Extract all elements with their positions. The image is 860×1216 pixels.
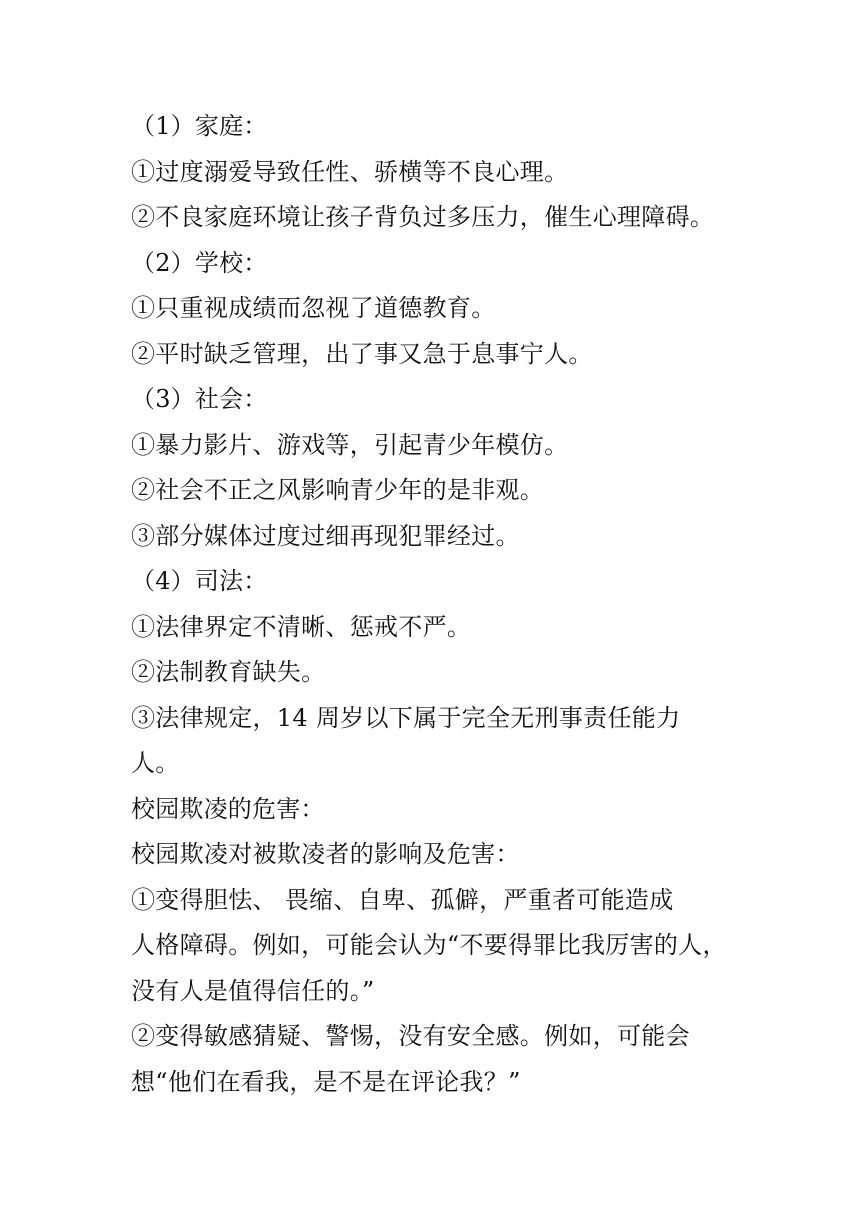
list-item: ②法制教育缺失。 xyxy=(131,658,326,686)
paragraph: 校园欺凌对被欺凌者的影响及危害： xyxy=(131,840,520,868)
list-item-line: 想“他们在看我，是不是在评论我？” xyxy=(131,1067,521,1096)
list-item xyxy=(131,878,751,1015)
list-item: ①只重视成绩而忽视了道德教育。 xyxy=(131,294,496,322)
list-item: ②社会不正之风影响青少年的是非观。 xyxy=(131,476,545,504)
list-item: ①过度溺爱导致任性、骄横等不良心理。 xyxy=(131,157,569,186)
list-item-line: ③法律规定，14 周岁以下属于完全无刑事责任能力 xyxy=(131,703,681,732)
section-heading-society: （3）社会： xyxy=(131,385,268,413)
section-heading-judicial: （4）司法： xyxy=(131,567,268,595)
list-item xyxy=(131,1014,751,1105)
section-heading-family: （1）家庭： xyxy=(131,112,268,140)
list-item: ③部分媒体过度过细再现犯罪经过。 xyxy=(131,521,520,550)
document-body xyxy=(131,104,751,1105)
list-item-line: 没有人是值得信任的。” xyxy=(131,976,375,1005)
list-item-line: 人。 xyxy=(131,749,180,777)
list-item-line: 人格障碍。例如，可能会认为“不要得罪比我厉害的人， xyxy=(131,931,727,959)
list-item: ②不良家庭环境让孩子背负过多压力，催生心理障碍。 xyxy=(131,203,715,231)
section-heading-school: （2）学校： xyxy=(131,248,268,277)
section-heading-harm: 校园欺凌的危害： xyxy=(131,794,325,823)
list-item-line: ①变得胆怯、 畏缩、自卑、孤僻，严重者可能造成 xyxy=(131,885,674,914)
list-item: ②平时缺乏管理，出了事又急于息事宁人。 xyxy=(131,339,593,368)
list-item: ①法律界定不清晰、惩戒不严。 xyxy=(131,612,472,641)
list-item: ①暴力影片、游戏等，引起青少年模仿。 xyxy=(131,430,569,459)
list-item xyxy=(131,696,751,787)
list-item-line: ②变得敏感猜疑、警惕，没有安全感。例如，可能会 xyxy=(131,1022,690,1050)
